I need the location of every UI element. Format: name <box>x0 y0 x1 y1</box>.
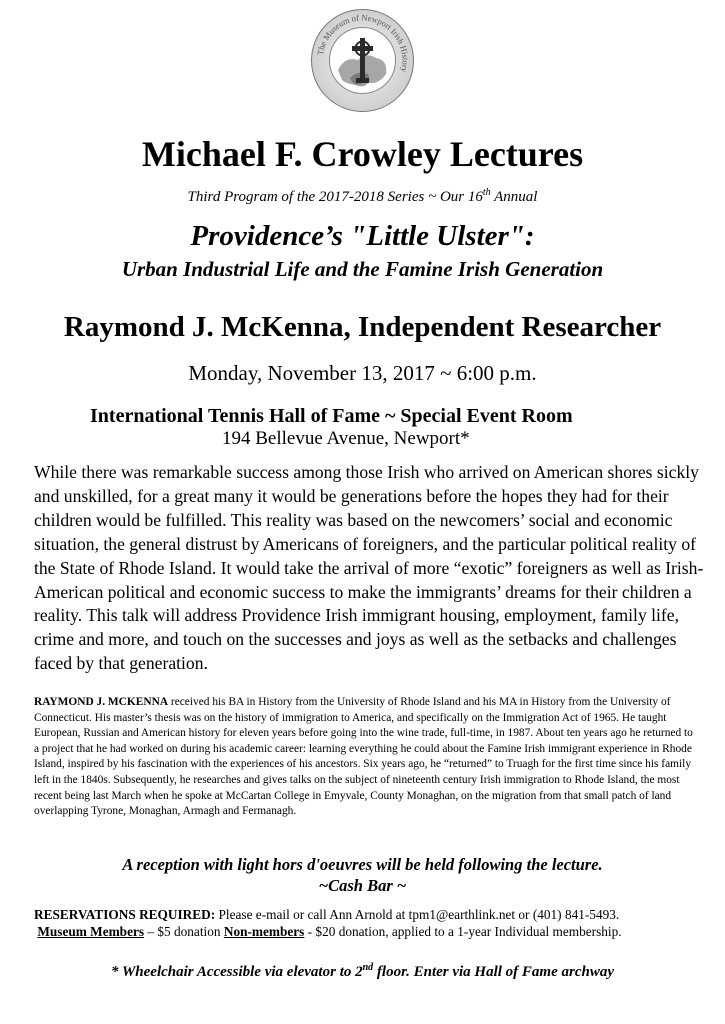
members-price: – $5 donation <box>144 924 224 939</box>
reservations-line <box>34 906 704 923</box>
bio-text: received his BA in History from the University of Rhode Island and his MA in History from the University of Connecticut. His master’s thesis was on the history of immigration to America, and specifically on the Immigration Act of 1965. He taught European, Russian and American history for eleven years before going into the wine trade, full-time, in 1987. About ten years ago he returned to a project that he had worked on during his academic career: learning everything he could about the Famine Irish immigrant experience in Rhode Island, inspired by his fascination with the experiences of his ancestors. Six years ago, he “returned” to Truagh for the first time since his family left in the 1840s. Subsequently, he researches and gives talks on the subject of nineteenth century Irish immigration to Rhode Island, the most recent being last March when he spoke at McCartan College in Emyvale, County Monaghan, on the migration from that small patch of land overlapping Tyrone, Monaghan, Armagh and Fermanagh. <box>34 696 693 818</box>
nonmembers-price: - $20 donation, applied to a 1-year Individual membership. <box>304 924 622 939</box>
reservations-label: RESERVATIONS REQUIRED: <box>34 907 216 922</box>
museum-logo <box>310 8 415 113</box>
bio-name: RAYMOND J. MCKENNA <box>34 696 169 708</box>
event-address: 194 Bellevue Avenue, Newport* <box>222 428 470 449</box>
cash-bar-note: ~Cash Bar ~ <box>318 876 407 895</box>
museum-seal-icon <box>310 8 415 113</box>
speaker-bio <box>34 695 694 820</box>
event-datetime: Monday, November 13, 2017 ~ 6:00 p.m. <box>188 361 537 385</box>
members-label: Museum Members <box>37 924 145 939</box>
page-title: Michael F. Crowley Lectures <box>141 134 584 174</box>
series-subtitle: Third Program of the 2017-2018 Series ~ Our 16th Annual <box>187 187 538 205</box>
lecture-description: While there was remarkable success among those Irish who arrived on American shores sickly and unskilled, for a great many it would be generations before the hopes they had for their children would be fulfilled. This reality was based on the newcomers’ social and economic situation, the general distrust by Americans of foreigners, and the particular political reality of the State of Rhode Island. It would take the arrival of more “exotic” foreigners as well as Irish-American political and economic success to make the immigrants’ dreams for their children a reality. This talk will address Providence Irish immigrant housing, employment, family life, crime and more, and touch on the successes and joys as well as the setbacks and challenges faced by that generation. <box>34 462 704 674</box>
nonmembers-label: Non-members <box>223 924 305 939</box>
reception-note: A reception with light hors d'oeuvres will be held following the lecture. <box>122 855 603 874</box>
speaker-name: Raymond J. McKenna, Independent Researcher <box>63 311 662 343</box>
reservations-info <box>34 906 704 940</box>
reservations-contact: Please e-mail or call Ann Arnold at tpm1@earthlink.net or (401) 841-5493. <box>215 907 620 922</box>
lecture-subtitle: Urban Industrial Life and the Famine Irish Generation <box>121 257 604 281</box>
event-venue: International Tennis Hall of Fame ~ Special Event Room <box>90 405 573 427</box>
pricing-line <box>34 923 704 940</box>
lecture-title: Providence’s "Little Ulster": <box>190 220 535 252</box>
logo-ring-text: The Museum of Newport Irish History <box>314 12 411 74</box>
accessibility-note: * Wheelchair Accessible via elevator to 2nd floor. Enter via Hall of Fame archway <box>110 962 615 980</box>
